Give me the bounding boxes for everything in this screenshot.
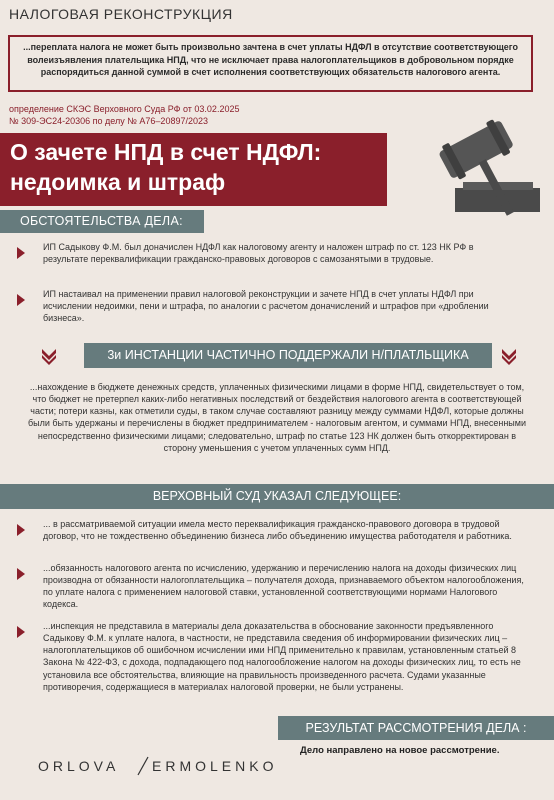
section-instances-header: 3и ИНСТАНЦИИ ЧАСТИЧНО ПОДДЕРЖАЛИ Н/ПЛАТЛЬЩИКА — [84, 343, 492, 368]
section-result-header: РЕЗУЛЬТАТ РАССМОТРЕНИЯ ДЕЛА : — [278, 716, 554, 740]
svg-text:ORLOVA: ORLOVA — [38, 758, 120, 774]
circumstance-item: ИП настаивал на применении правил налоговой реконструкции и зачете НПД в счет уплаты НДФЛ при исчислении недоимки, пени и штрафа, по аналогии с расчетом доначислений и штрафов при «дроблении бизнеса». — [43, 289, 489, 324]
court-finding-item: ...обязанность налогового агента по исчислению, удержанию и перечислению налога на доходы физических лиц производна от обязанности налогоплательщика – получателя дохода, признаваемого объектом налогообложения, по уплате налога с применением налоговой ставки, установленной соответствующими нормами Налогового кодекса. — [43, 563, 524, 610]
bullet-arrow-icon — [17, 568, 25, 580]
company-logo — [38, 754, 278, 778]
bullet-arrow-icon — [17, 247, 25, 259]
instances-text: ...нахождение в бюджете денежных средств, уплаченных физическими лицами в форме НПД, свидетельствует о том, что бюджет не претерпел каких-либо негативных последствий от бездействия налогового агента в соответствующей части; потери казны, как отметили суды, в таком случае составляют разницу между суммами НДФЛ, которые должны были быть удержаны и перечислены в бюджет предпринимателем - налоговым агентом, и суммами НПД, внесенными непосредственно физическими лицами; следовательно, штраф по статье 123 НК должен быть откорректирован в сторону уменьшения с учетом уплаченных сумм НПД. — [27, 382, 526, 453]
reference-line-2: № 309-ЭС24-20306 по делу № А76–20897/2023 — [9, 116, 208, 126]
svg-text:ERMOLENKO: ERMOLENKO — [152, 758, 278, 774]
result-text: Дело направлено на новое рассмотрение. — [300, 745, 500, 756]
section-supreme-court-header: ВЕРХОВНЫЙ СУД УКАЗАЛ СЛЕДУЮЩЕЕ: — [0, 484, 554, 509]
court-finding-item: ...инспекция не представила в материалы дела доказательства в обоснование законности предъявленного Садыкову Ф.М. к уплате налога, в частности, не представила сведения об информировании физических лиц – налогоплательщиков об ошибочном исчислении ими НПД применительно к правилам, установленным статьей 8 Закона № 422-ФЗ, с дохода, подпадающего под налогообложение налогом на доходы физических лиц, то есть не установила все обстоятельства, влияющие на правильность произведенного расчета. Судами указанные противоречия, содержащиеся в материалах налоговой проверки, не были устранены. — [43, 621, 521, 692]
title-line-2: недоимка и штраф — [10, 168, 226, 195]
quote-box: ...переплата налога не может быть произвольно зачтена в счет уплаты НДФЛ в отсутствие соответствующего волеизъявления плательщика НПД, что не исключает права налогоплательщиков в добровольном порядке распорядиться данной суммой в счет исполнения соответствующих обязательств налогового агента. — [8, 35, 533, 92]
title-line-1: О зачете НПД в счет НДФЛ: — [10, 139, 322, 165]
reference-line-1: определение СКЭС Верховного Суда РФ от 03.02.2025 — [9, 104, 240, 114]
chevron-down-icon — [40, 347, 58, 365]
brand-heading: НАЛОГОВАЯ РЕКОНСТРУКЦИЯ — [9, 6, 233, 22]
chevron-down-icon — [500, 347, 518, 365]
page-title — [10, 138, 380, 198]
bullet-arrow-icon — [17, 524, 25, 536]
bullet-arrow-icon — [17, 294, 25, 306]
bullet-arrow-icon — [17, 626, 25, 638]
circumstance-item: ИП Садыкову Ф.М. был доначислен НДФЛ как налоговому агенту и наложен штраф по ст. 123 НК РФ в результате переквалификации гражданско-правовых договоров с самозанятыми в трудовые. — [43, 242, 474, 265]
court-finding-item: ... в рассматриваемой ситуации имела место переквалификация гражданско-правового договора в трудовой договор, что не тождественно объединению бизнеса либо объединению имущества работодателя и работника. — [43, 519, 512, 542]
gavel-icon — [405, 108, 545, 228]
section-circumstances-header: ОБСТОЯТЕЛЬСТВА ДЕЛА: — [0, 210, 204, 233]
